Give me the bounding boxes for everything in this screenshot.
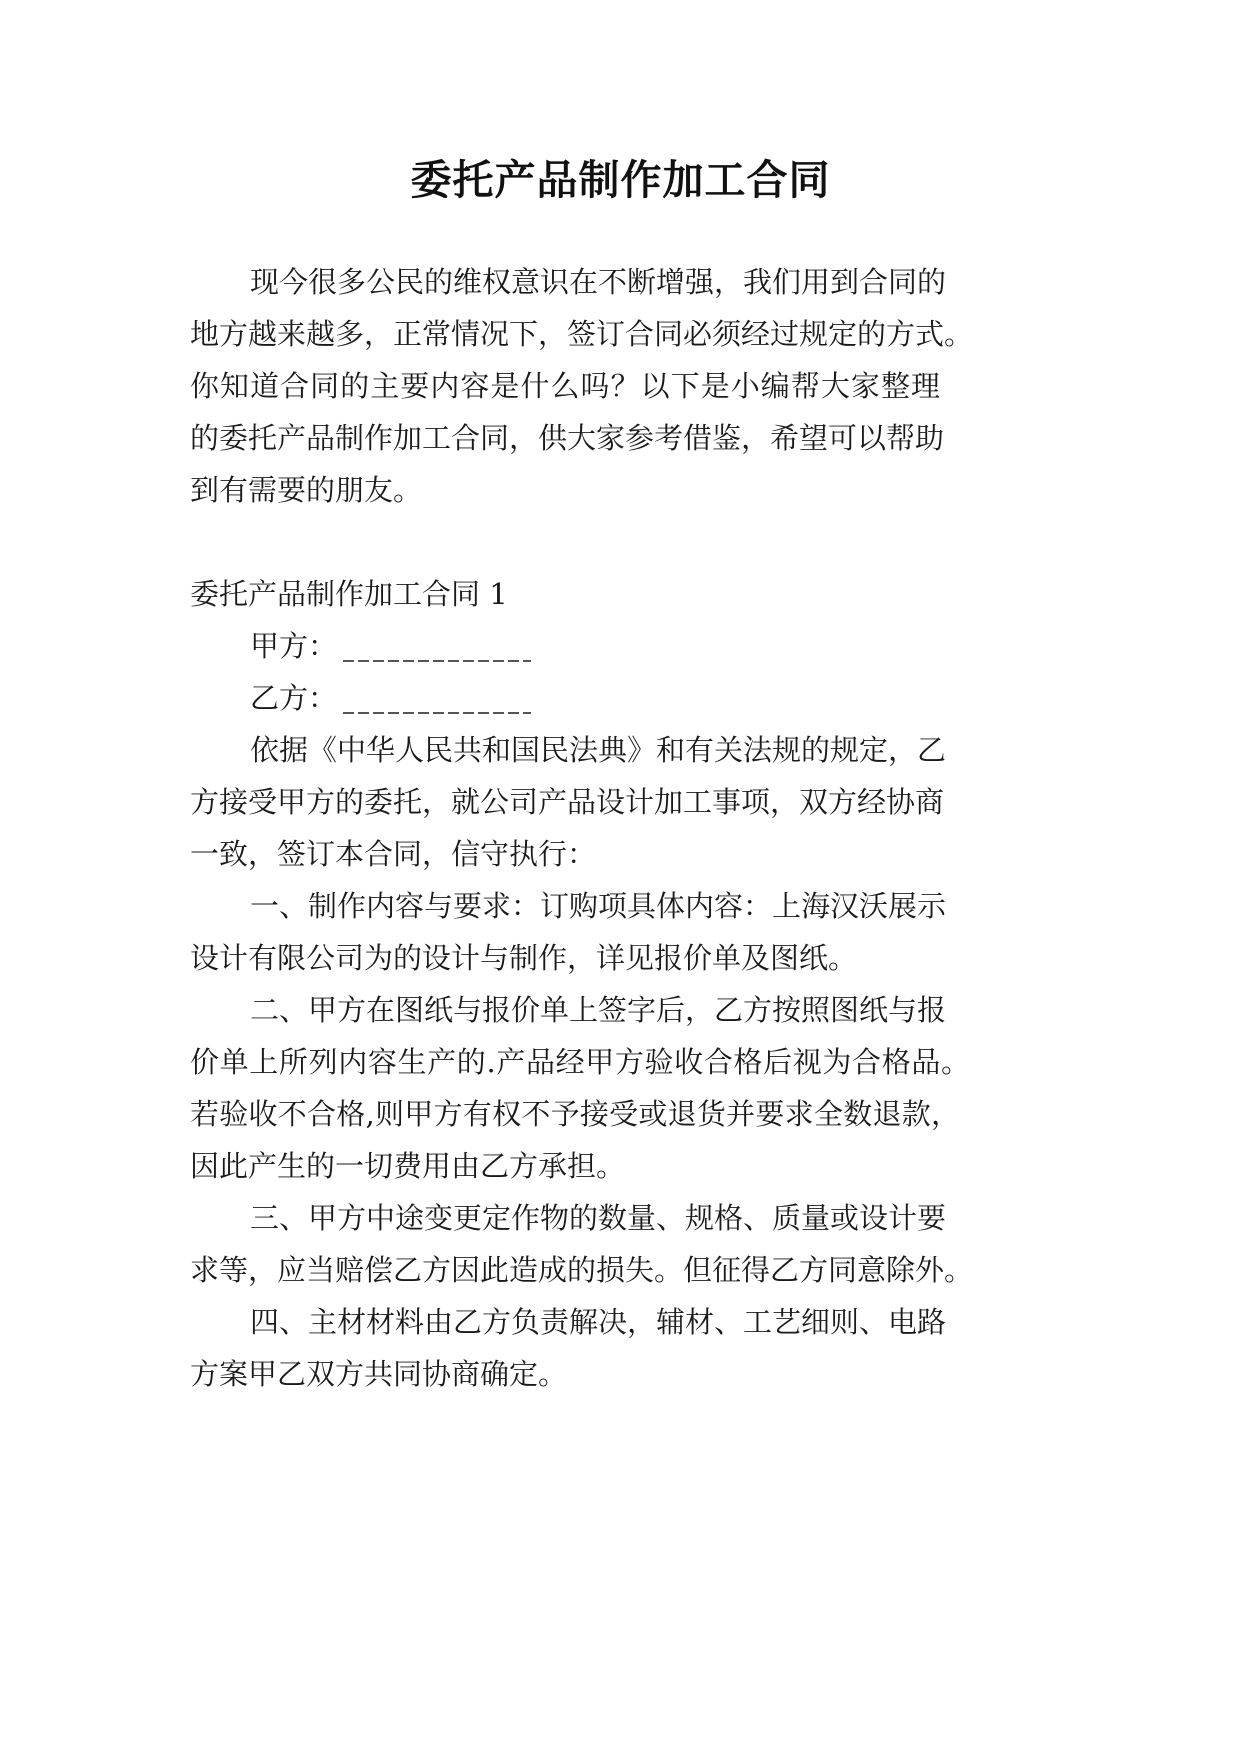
basis-line-3: 一致，签订本合同，信守执行： <box>190 837 597 871</box>
basis-line-1: 依据《中华人民共和国民法典》和有关法规的规定，乙 <box>250 733 947 767</box>
section-heading: 委托产品制作加工合同 1 <box>190 577 508 611</box>
clause-4-line-1: 四、主材材料由乙方负责解决，辅材、工艺细则、电路 <box>250 1305 947 1339</box>
clause-2-line-2: 价单上所列内容生产的.产品经甲方验收合格后视为合格品。 <box>190 1045 970 1079</box>
clause-2-line-1: 二、甲方在图纸与报价单上签字后，乙方按照图纸与报 <box>250 993 947 1027</box>
intro-line-4: 的委托产品制作加工合同，供大家参考借鉴，希望可以帮助 <box>190 421 945 455</box>
intro-line-1: 现今很多公民的维权意识在不断增强，我们用到合同的 <box>250 265 947 299</box>
clause-3-line-2: 求等，应当赔偿乙方因此造成的损失。但征得乙方同意除外。 <box>190 1253 974 1287</box>
clause-1-line-2: 设计有限公司为的设计与制作，详见报价单及图纸。 <box>190 941 858 975</box>
clause-3-line-1: 三、甲方中途变更定作物的数量、规格、质量或设计要 <box>250 1201 947 1235</box>
intro-line-2: 地方越来越多，正常情况下，签订合同必须经过规定的方式。 <box>190 317 974 351</box>
clause-4-line-2: 方案甲乙双方共同协商确定。 <box>190 1357 568 1391</box>
intro-line-3: 你知道合同的主要内容是什么吗？以下是小编帮大家整理 <box>190 369 940 403</box>
clause-2-line-3: 若验收不合格,则甲方有权不予接受或退货并要求全数退款， <box>190 1097 960 1131</box>
party-a-blank <box>343 660 531 662</box>
party-b-label: 乙方： <box>250 681 338 715</box>
clause-2-line-4: 因此产生的一切费用由乙方承担。 <box>190 1149 626 1183</box>
clause-1-line-1: 一、制作内容与要求：订购项具体内容：上海汉沃展示 <box>250 889 947 923</box>
party-b-blank <box>343 712 531 714</box>
document-title: 委托产品制作加工合同 <box>410 156 831 204</box>
party-a-row <box>250 626 1130 666</box>
basis-line-2: 方接受甲方的委托，就公司产品设计加工事项，双方经协商 <box>190 785 945 819</box>
party-a-label: 甲方： <box>250 629 338 663</box>
intro-line-5: 到有需要的朋友。 <box>190 473 423 507</box>
party-b-row <box>250 678 1130 718</box>
